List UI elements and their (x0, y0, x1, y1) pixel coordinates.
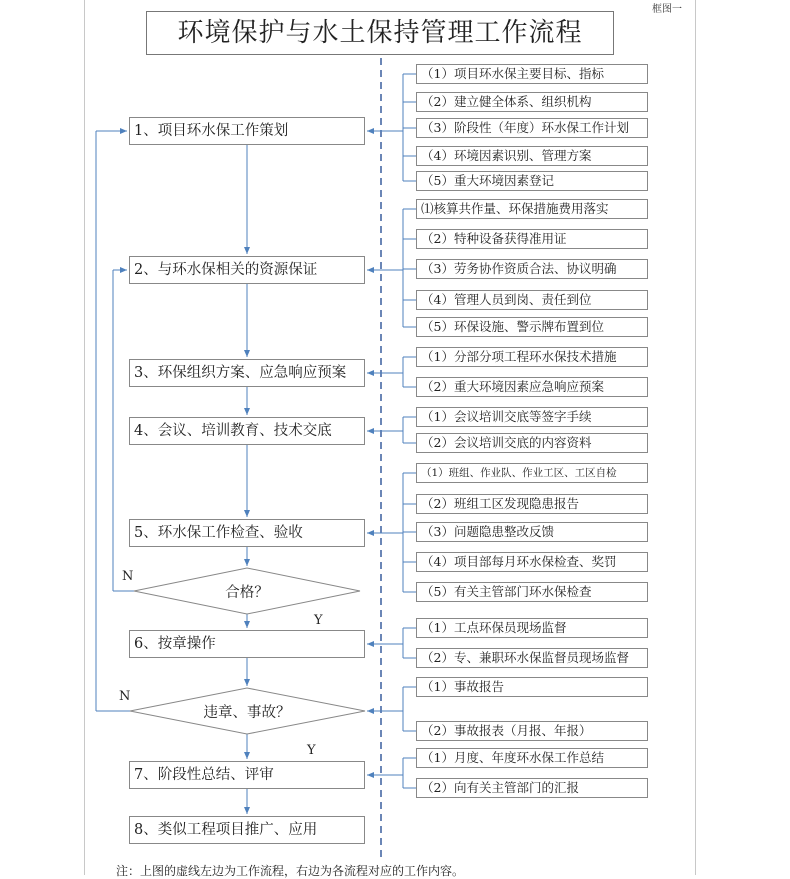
decision-violation-label: 违章、事故？ (203, 705, 291, 721)
decision-pass-label: 合格？ (225, 585, 269, 601)
branch-y-pass: Y (314, 613, 323, 628)
step-3: 3、环保组织方案、应急响应预案 (129, 359, 365, 387)
item-g4-2: （2）会议培训交底的内容资料 (416, 433, 648, 453)
item-g3-1: （1）分部分项工程环水保技术措施 (416, 347, 648, 367)
item-g2-5: （5）环保设施、警示牌布置到位 (416, 317, 648, 337)
item-g1-3: （3）阶段性（年度）环水保工作计划 (416, 118, 648, 138)
item-g5-2: （2）班组工区发现隐患报告 (416, 494, 648, 514)
item-g1-4: （4）环境因素识别、管理方案 (416, 146, 648, 166)
item-g5-3: （3）问题隐患整改反馈 (416, 522, 648, 542)
item-g4-1: （1）会议培训交底等签字手续 (416, 407, 648, 427)
item-g8-2: （2）向有关主管部门的汇报 (416, 778, 648, 798)
item-g6-1: （1）工点环保员现场监督 (416, 618, 648, 638)
item-g5-1: （1）班组、作业队、作业工区、工区自检 (416, 463, 648, 483)
corner-label: 框图一 (652, 4, 682, 15)
item-g6-2: （2）专、兼职环水保监督员现场监督 (416, 648, 648, 668)
item-g8-1: （1）月度、年度环水保工作总结 (416, 748, 648, 768)
item-g2-3: （3）劳务协作资质合法、协议明确 (416, 259, 648, 279)
branch-n-pass: N (122, 569, 134, 584)
item-g2-4: （4）管理人员到岗、责任到位 (416, 290, 648, 310)
branch-y-violation: Y (307, 743, 316, 758)
item-g3-2: （2）重大环境因素应急响应预案 (416, 377, 648, 397)
page-title: 环境保护与水土保持管理工作流程 (146, 11, 614, 55)
item-g2-1: ⑴核算共作量、环保措施费用落实 (416, 199, 648, 219)
item-g1-5: （5）重大环境因素登记 (416, 171, 648, 191)
item-g5-4: （4）项目部每月环水保检查、奖罚 (416, 552, 648, 572)
item-g2-2: （2）特种设备获得准用证 (416, 229, 648, 249)
step-5: 5、环水保工作检查、验收 (129, 519, 365, 547)
branch-n-violation: N (119, 689, 131, 704)
item-g5-5: （5）有关主管部门环水保检查 (416, 582, 648, 602)
item-g1-2: （2）建立健全体系、组织机构 (416, 92, 648, 112)
step-1: 1、项目环水保工作策划 (129, 117, 365, 145)
footnote: 注：上图的虚线左边为工作流程，右边为各流程对应的工作内容。 (116, 864, 465, 878)
step-2: 2、与环水保相关的资源保证 (129, 256, 365, 284)
item-g1-1: （1）项目环水保主要目标、指标 (416, 64, 648, 84)
step-6: 6、按章操作 (129, 630, 365, 658)
step-8: 8、类似工程项目推广、应用 (129, 816, 365, 844)
item-g7-1: （1）事故报告 (416, 677, 648, 697)
item-g7-2: （2）事故报表（月报、年报） (416, 721, 648, 741)
step-4: 4、会议、培训教育、技术交底 (129, 417, 365, 445)
step-7: 7、阶段性总结、评审 (129, 761, 365, 789)
